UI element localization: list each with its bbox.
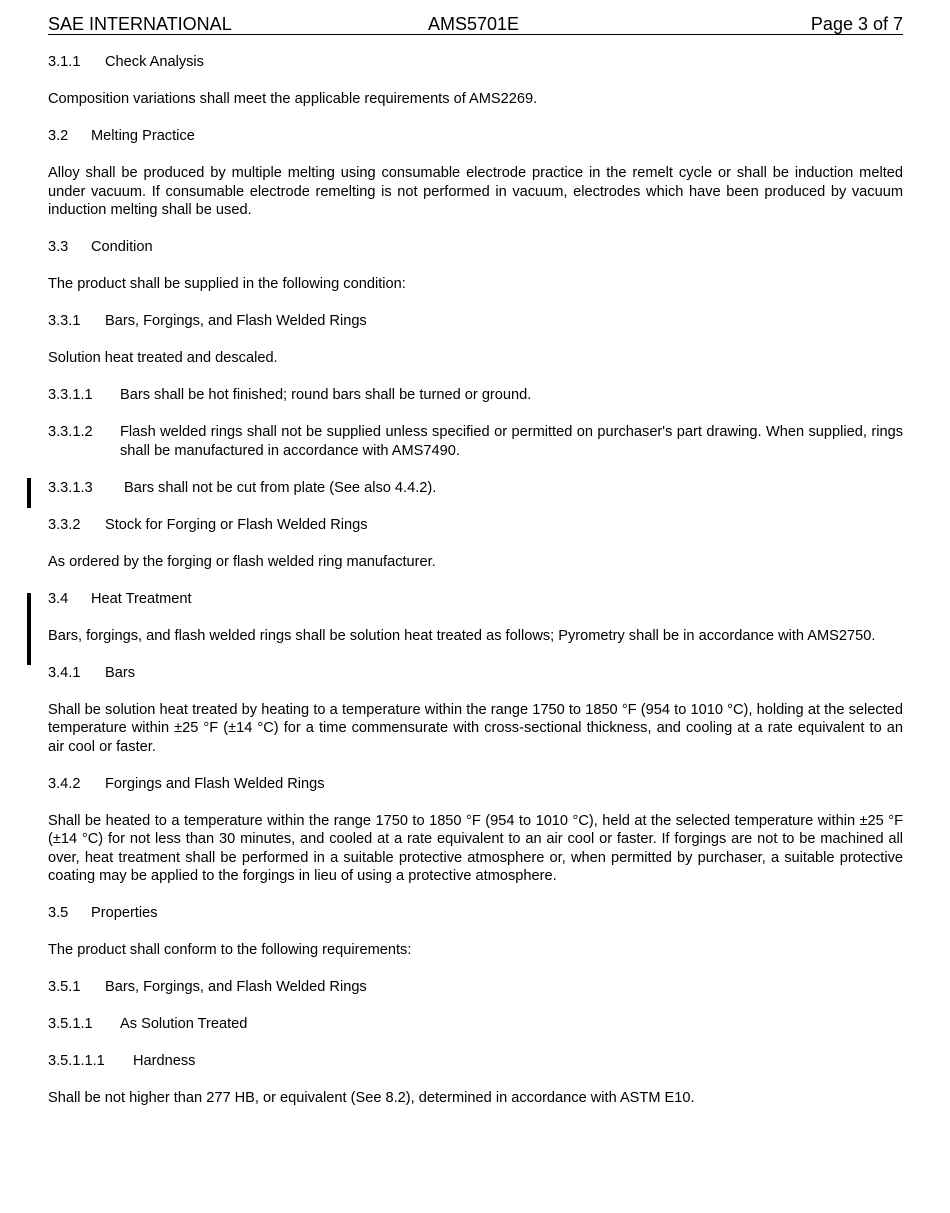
paragraph: Shall be solution heat treated by heating to a temperature within the range 1750 to 1850 °F (954 to 1010 °C), holding at the selected temperature within ±25 °F (±14 °C) for a time commensurate with cross-sectional thickness, and cooling at a rate equivalent to an air cool or faster. bbox=[48, 701, 903, 755]
section-heading: 3.5.1.1.1 Hardness bbox=[48, 1053, 196, 1069]
section-heading: 3.4.1 Bars bbox=[48, 664, 136, 681]
paragraph: As ordered by the forging or flash welded ring manufacturer. bbox=[48, 553, 436, 570]
numbered-item: 3.3.1.2 Flash welded rings shall not be supplied unless specified or permitted on purchaser's part drawing. When supplied, rings shall be manufactured in accordance with AMS7490. bbox=[48, 424, 903, 459]
section-heading: 3.3.1 Bars, Forgings, and Flash Welded Rings bbox=[48, 313, 367, 329]
revision-bar bbox=[27, 478, 31, 508]
header-organization: SAE INTERNATIONAL bbox=[48, 14, 232, 34]
paragraph: Bars, forgings, and flash welded rings shall be solution heat treated as follows; Pyrometry shall be in accordance with AMS2750. bbox=[48, 627, 876, 644]
paragraph: Composition variations shall meet the applicable requirements of AMS2269. bbox=[48, 91, 538, 107]
paragraph: The product shall be supplied in the following condition: bbox=[48, 276, 406, 292]
numbered-item: 3.3.1.3 Bars shall not be cut from plate (See also 4.4.2). bbox=[48, 479, 437, 496]
revision-bar bbox=[27, 593, 31, 665]
paragraph: Shall be not higher than 277 HB, or equivalent (See 8.2), determined in accordance with ASTM E10. bbox=[48, 1090, 695, 1106]
section-heading: 3.1.1 Check Analysis bbox=[48, 54, 204, 70]
page-header bbox=[48, 12, 903, 35]
paragraph: Solution heat treated and descaled. bbox=[48, 350, 278, 366]
section-heading: 3.5.1 Bars, Forgings, and Flash Welded Rings bbox=[48, 979, 367, 995]
header-page-number: Page 3 of 7 bbox=[810, 14, 903, 34]
header-document-number: AMS5701E bbox=[428, 14, 520, 34]
section-heading: 3.5 Properties bbox=[48, 905, 158, 921]
section-heading: 3.3 Condition bbox=[48, 239, 153, 255]
section-heading: 3.4 Heat Treatment bbox=[48, 590, 192, 607]
section-heading: 3.4.2 Forgings and Flash Welded Rings bbox=[48, 775, 325, 792]
section-heading: 3.3.2 Stock for Forging or Flash Welded Rings bbox=[48, 516, 368, 533]
document-body bbox=[48, 53, 903, 1126]
section-heading: 3.5.1.1 As Solution Treated bbox=[48, 1016, 248, 1032]
section-heading: 3.2 Melting Practice bbox=[48, 128, 195, 144]
paragraph: The product shall conform to the following requirements: bbox=[48, 942, 412, 958]
paragraph: Alloy shall be produced by multiple melting using consumable electrode practice in the remelt cycle or shall be induction melted under vacuum. If consumable electrode remelting is not performed in vacuum, electrodes which have been produced by vacuum induction melting shall be used. bbox=[48, 165, 903, 218]
paragraph: Shall be heated to a temperature within the range 1750 to 1850 °F (954 to 1010 °C), held at the selected temperature within ±25 °F (±14 °C) for not less than 30 minutes, and cooled at a rate equivalent to an air cool or faster. If forgings are not to be machined all over, heat treatment shall be performed in a suitable protective atmosphere or, when permitted by purchaser, a suitable protective coating may be applied to the forgings in lieu of using a protective atmosphere. bbox=[48, 812, 903, 884]
numbered-item: 3.3.1.1 Bars shall be hot finished; round bars shall be turned or ground. bbox=[48, 387, 532, 403]
